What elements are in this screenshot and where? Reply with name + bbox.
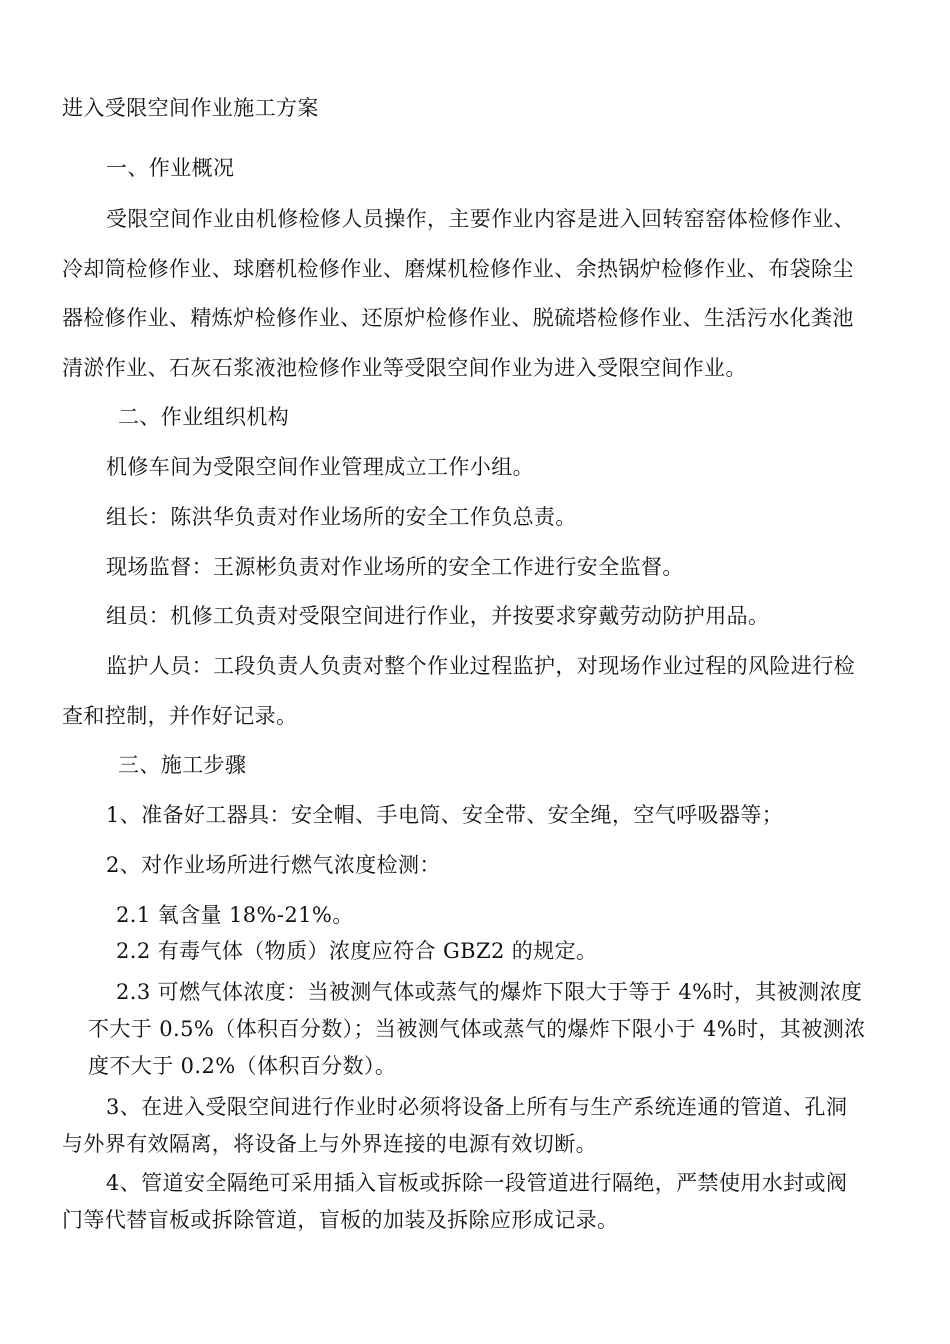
paragraph-line: 器检修作业、精炼炉检修作业、还原炉检修作业、脱硫塔检修作业、生活污水化粪池	[62, 306, 854, 330]
substep-line: 2.1 氧含量 18%-21%。	[116, 903, 354, 927]
paragraph-line: 组长：陈洪华负责对作业场所的安全工作负总责。	[106, 505, 577, 529]
step-line: 4、管道安全隔绝可采用插入盲板或拆除一段管道进行隔绝，严禁使用水封或阀	[106, 1171, 848, 1195]
step-line: 1、准备好工器具：安全帽、手电筒、安全带、安全绳，空气呼吸器等；	[106, 803, 784, 827]
section-heading-overview: 一、作业概况	[106, 156, 235, 180]
paragraph-line: 机修车间为受限空间作业管理成立工作小组。	[106, 455, 534, 479]
step-line: 与外界有效隔离，将设备上与外界连接的电源有效切断。	[62, 1132, 597, 1156]
paragraph-line: 组员：机修工负责对受限空间进行作业，并按要求穿戴劳动防护用品。	[106, 604, 770, 628]
substep-line: 度不大于 0.2%（体积百分数）。	[88, 1054, 397, 1078]
step-line: 门等代替盲板或拆除管道，盲板的加装及拆除应形成记录。	[62, 1208, 619, 1232]
section-heading-organization: 二、作业组织机构	[118, 405, 290, 429]
paragraph-line: 清淤作业、石灰石浆液池检修作业等受限空间作业为进入受限空间作业。	[62, 356, 747, 380]
substep-line: 2.3 可燃气体浓度：当被测气体或蒸气的爆炸下限大于等于 4%时，其被测浓度	[116, 980, 863, 1004]
paragraph-line: 受限空间作业由机修检修人员操作，主要作业内容是进入回转窑窑体检修作业、	[106, 207, 855, 231]
paragraph-line: 现场监督：王源彬负责对作业场所的安全工作进行安全监督。	[106, 555, 684, 579]
step-line: 2、对作业场所进行燃气浓度检测：	[106, 853, 441, 877]
section-heading-steps: 三、施工步骤	[118, 753, 247, 777]
step-line: 3、在进入受限空间进行作业时必须将设备上所有与生产系统连通的管道、孔洞	[106, 1095, 848, 1119]
paragraph-line: 查和控制，并作好记录。	[62, 704, 298, 728]
paragraph-line: 冷却筒检修作业、球磨机检修作业、磨煤机检修作业、余热锅炉检修作业、布袋除尘	[62, 257, 854, 281]
substep-line: 不大于 0.5%（体积百分数）；当被测气体或蒸气的爆炸下限小于 4%时，其被测浓	[88, 1017, 866, 1041]
substep-line: 2.2 有毒气体（物质）浓度应符合 GBZ2 的规定。	[116, 939, 598, 963]
document-title: 进入受限空间作业施工方案	[62, 96, 319, 120]
paragraph-line: 监护人员：工段负责人负责对整个作业过程监护，对现场作业过程的风险进行检	[106, 654, 855, 678]
